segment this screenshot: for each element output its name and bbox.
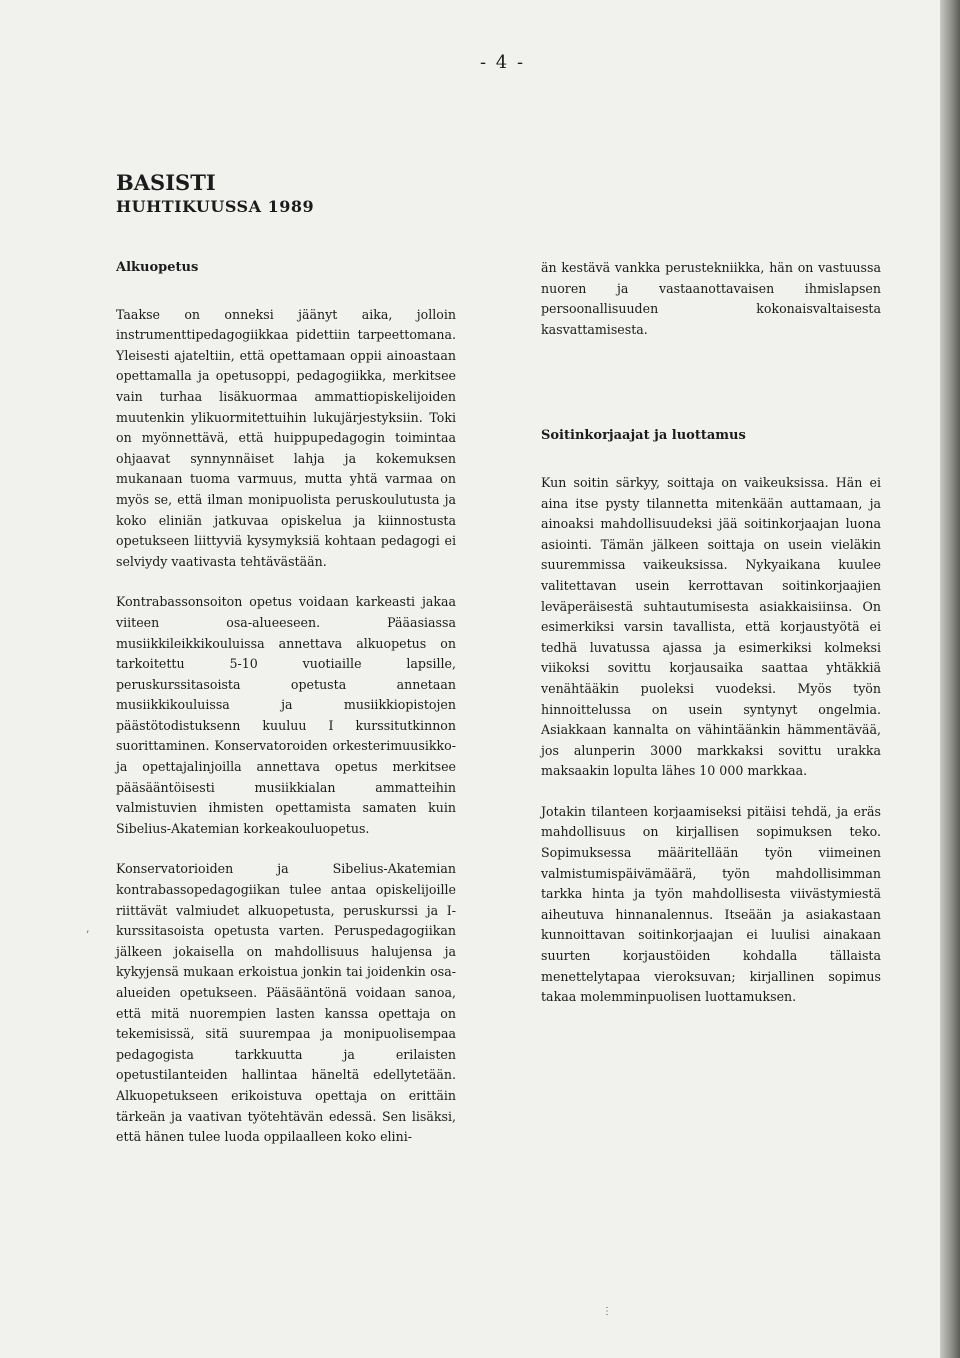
document-title: BASISTI: [116, 170, 216, 195]
paragraph: Konservatorioiden ja Sibelius-Akatemian kontrabassopedagogiikan tulee antaa opiskelijoille riittävät valmiudet alkuopetusta, peruskurssi ja I-kurssitasoista opetusta varten. Peruspedagogiikan jälkeen jokaisella on mahdollisuus halujensa ja kykyjensä mukaan erkoistua jonkin tai joidenkin osa-alueiden opetukseen. Pääsääntönä voidaan sanoa, että mitä nuorempien lasten kanssa opettaja on tekemisissä, sitä suurempaa ja monipuolisempaa pedagogista tarkkuutta ja erilaisten opetustilanteiden hallintaa häneltä edellytetään. Alkuopetukseen erikoistuva opettaja on erittäin tärkeän ja vaativan työtehtävän edessä. Sen lisäksi, että hänen tulee luoda oppilaalleen koko elini-: [116, 861, 456, 1145]
scan-speck: ⋮: [602, 1306, 612, 1317]
paragraph: Kontrabassonsoiton opetus voidaan karkeasti jakaa viiteen osa-alueeseen. Pääasiassa musiikkileikkikouluissa annettava alkuopetus on tarkoitettu 5-10 vuotiaille lapsille, peruskurssitasoista opetusta annetaan musiikkikouluissa ja musiikkiopistojen päästötodistuksenn kuuluu I kurssitutkinnon suorittaminen. Konservatoroiden orkesterimuusikko- ja opettajalinjoilla annettava opetus merkitsee pääsääntöisesti musiikkialan ammatteihin valmistuvien ihmisten opettamista samaten kuin Sibelius-Akatemian korkeakouluopetus.: [116, 594, 456, 836]
binding-edge: [940, 0, 960, 1358]
scan-speck: ’: [86, 930, 90, 941]
paragraph: Kun soitin särkyy, soittaja on vaikeuksissa. Hän ei aina itse pysty tilannetta mitenkään auttamaan, ja ainoaksi mahdollisuudeksi jää soitinkorjaajan luona asiointi. Tämän jälkeen soittaja on usein vieläkin suuremmissa vaikeuksissa. Nykyaikana kuulee valitettavan usein kerrottavan soitinkorjaajien leväperäisestä suhtautumisesta asiakkaisiinsa. On esimerkiksi varsin tavallista, että korjaustyötä ei tedhä luvatussa ajassa ja esimerkiksi kolmeksi viikoksi sovittu korjausaika saattaa yhtäkkiä venähtääkin puoleksi vuodeksi. Myös työn hinnoittelussa on usein syntynyt ongelmia. Asiakkaan kannalta on vähintäänkin hämmentävää, jos alunperin 3000 markkaksi sovittu urakka maksaakin lopulta lähes 10 000 markkaa.: [541, 474, 881, 779]
page-number: - 4 -: [480, 52, 526, 73]
section-heading-alkuopetus: Alkuopetus: [116, 260, 199, 275]
section-heading-soitinkorjaajat: Soitinkorjaajat ja luottamus: [541, 428, 746, 444]
right-column: [541, 258, 881, 1008]
paragraph: Taakse on onneksi jäänyt aika, jolloin instrumenttipedagogiikkaa pidettiin tarpeettomana. Yleisesti ajateltiin, että opettamaan oppii ainoastaan opettamalla ja opetusoppi, pedagogiikka, merkitsee vain turhaa lisäkuormaa ammattiopiskelijoiden muutenkin ylikuormitettuihin lukujärjestyksiin. Toki on myönnettävä, että huippupedagogin toimintaa ohjaavat synnynnäiset lahja ja kokemuksen mukanaan tuoma varmuus, mutta yhtä varmaa on myös se, että ilman monipuolista peruskoulutusta ja koko eliniän jatkuvaa opiskelua ja kiinnostusta opetukseen liittyviä kysymyksiä kohtaan pedagogi ei selviydy vaativasta tehtävästään.: [116, 306, 456, 569]
left-column: [116, 258, 456, 1148]
paragraph-continuation: än kestävä vankka perustekniikka, hän on vastuussa nuoren ja vastaanottavaisen ihmislapsen persoonallisuuden kokonaisvaltaisesta kasvattamisesta.: [541, 260, 881, 337]
paragraph: Jotakin tilanteen korjaamiseksi pitäisi tehdä, ja eräs mahdollisuus on kirjallisen sopimuksen teko. Sopimuksessa määritellään työn viimeinen valmistumispäivämäärä, työn mahdollisimman tarkka hinta ja työn mahdollisesta viivästymiestä aiheutuva hinnanalennus. Itseään ja asiakastaan kunnoittavan soitinkorjaajan ei luulisi ainakaan suurten korjaustöiden kohdalla tällaista menettelytapaa vieroksuvan; kirjallinen sopimus takaa molemminpuolisen luottamuksen.: [541, 803, 881, 1005]
document-subtitle: HUHTIKUUSSA 1989: [116, 197, 315, 216]
